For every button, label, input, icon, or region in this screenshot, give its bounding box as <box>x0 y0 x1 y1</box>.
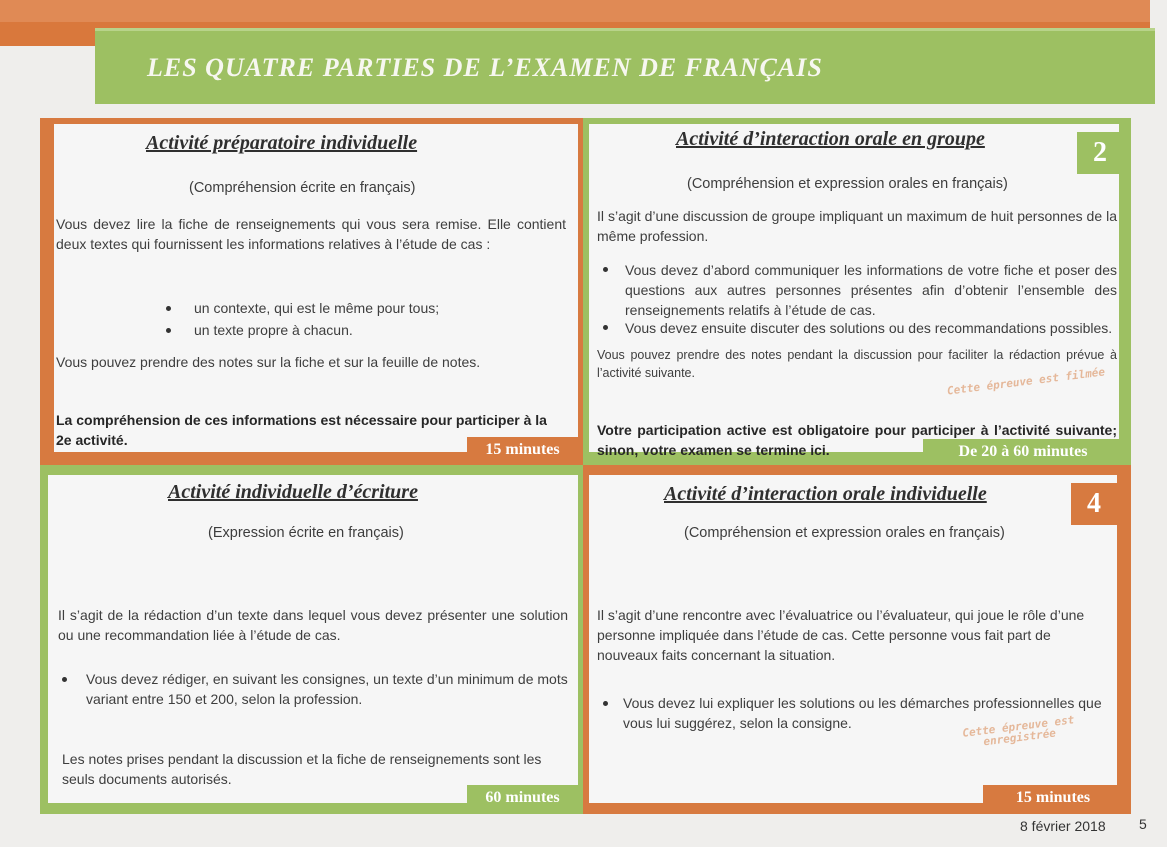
bullet-icon <box>603 267 608 272</box>
bullet-icon <box>62 677 67 682</box>
part-bold-note: La compréhension de ces informations est nécessaire pour participer à la 2e activité. <box>56 412 547 448</box>
part-intro: Il s’agit d’une discussion de groupe impliquant un maximum de huit personnes de la même profession. <box>597 208 1117 244</box>
duration-badge: De 20 à 60 minutes <box>923 439 1123 465</box>
list-item: un texte propre à chacun. <box>166 320 566 340</box>
panel-content <box>589 475 1117 803</box>
duration-badge: 15 minutes <box>467 437 578 463</box>
part-subtitle: (Compréhension et expression orales en français) <box>684 525 1005 541</box>
part-note: Vous pouvez prendre des notes pendant la discussion pour faciliter la rédaction prévue à l’activité suivante. <box>597 348 1117 380</box>
part-3-panel <box>40 465 585 814</box>
part-subtitle: (Compréhension écrite en français) <box>189 180 416 196</box>
filmed-stamp: Cette épreuve est filmée <box>946 365 1106 398</box>
part-2-panel <box>583 118 1131 465</box>
part-intro: Il s’agit d’une rencontre avec l’évaluatrice ou l’évaluateur, qui joue le rôle d’une personne impliquée dans l’étude de cas. Cette personne vous fait part de nouveaux faits concernant la situation. <box>597 607 1085 663</box>
duration-badge: 60 minutes <box>467 785 578 811</box>
bullet-icon <box>603 325 608 330</box>
recorded-stamp: Cette épreuve est enregistrée <box>961 713 1075 749</box>
list-item: Vous devez d’abord communiquer les informations de votre fiche et poser des questions aux autres personnes présentes afin d’obtenir l’ensemble des renseignements relatifs à l’étude de cas. <box>603 260 1117 320</box>
part-intro: Il s’agit de la rédaction d’un texte dans lequel vous devez présenter une solution ou une recommandation liée à l’étude de cas. <box>58 607 568 643</box>
list-item: un contexte, qui est le même pour tous; <box>166 298 566 318</box>
part-subtitle: (Expression écrite en français) <box>208 525 404 541</box>
top-accent-bar-light <box>0 0 1150 22</box>
footer-date: 8 février 2018 <box>1020 818 1106 834</box>
part-number: 2 <box>1077 132 1123 174</box>
bullet-icon <box>166 328 171 333</box>
part-subtitle: (Compréhension et expression orales en français) <box>687 176 1008 192</box>
part-note: Vous pouvez prendre des notes sur la fiche et sur la feuille de notes. <box>56 354 481 370</box>
part-4-panel <box>583 465 1131 814</box>
page-title: LES QUATRE PARTIES DE L’EXAMEN DE FRANÇAIS <box>147 53 823 82</box>
duration-badge: 15 minutes <box>983 785 1123 811</box>
panel-content <box>54 124 578 452</box>
title-banner <box>95 28 1155 104</box>
part-title: Activité d’interaction orale individuelle <box>664 483 987 505</box>
page-number: 5 <box>1139 816 1147 832</box>
part-title: Activité individuelle d’écriture <box>168 481 418 503</box>
part-title: Activité d’interaction orale en groupe <box>676 128 985 150</box>
part-number: 4 <box>1071 483 1117 525</box>
part-bold-note: Votre participation active est obligatoire pour participer à l’activité suivante; sinon, votre examen se termine ici. <box>597 422 1117 458</box>
bullet-icon <box>166 306 171 311</box>
list-item: Vous devez ensuite discuter des solutions ou des recommandations possibles. <box>603 318 1117 338</box>
part-1-panel <box>40 118 585 465</box>
list-item: Vous devez rédiger, en suivant les consignes, un texte d’un minimum de mots variant entre 150 et 200, selon la profession. <box>62 669 568 709</box>
list-item: Vous devez lui expliquer les solutions ou les démarches professionnelles que vous lui suggérez, selon la consigne. <box>603 693 1115 733</box>
part-title: Activité préparatoire individuelle <box>146 132 418 154</box>
panel-content <box>48 475 578 803</box>
bullet-icon <box>603 701 608 706</box>
panel-content <box>589 124 1119 458</box>
part-note: Les notes prises pendant la discussion et la fiche de renseignements sont les seuls documents autorisés. <box>62 751 542 787</box>
part-intro: Vous devez lire la fiche de renseignements qui vous sera remise. Elle contient deux textes qui fournissent les informations relatives à l’étude de cas : <box>56 216 566 252</box>
